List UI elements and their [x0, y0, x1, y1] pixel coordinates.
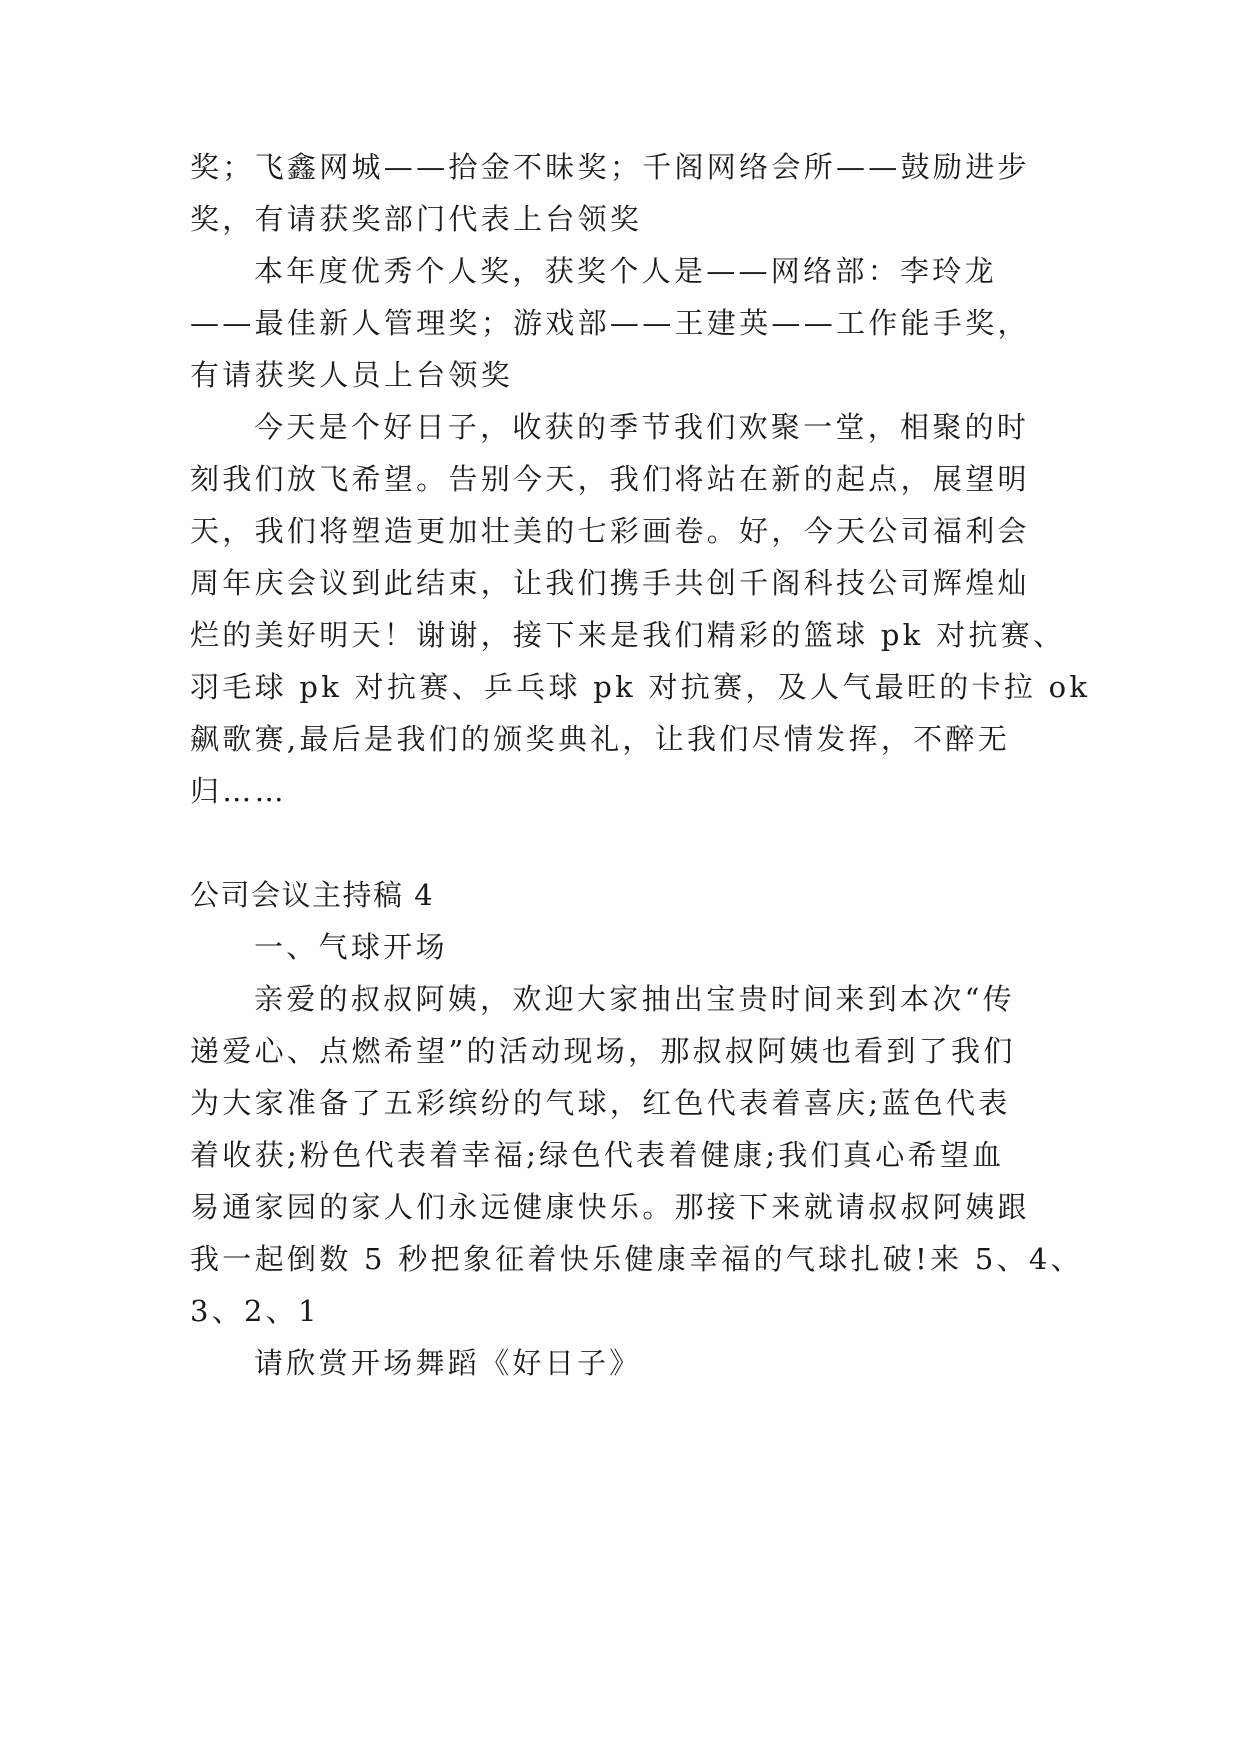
text-line: 飙歌赛,最后是我们的颁奖典礼，让我们尽情发挥，不醉无	[190, 722, 1011, 756]
text-line: 易通家园的家人们永远健康快乐。那接下来就请叔叔阿姨跟	[190, 1190, 1030, 1224]
paragraph-start: 亲爱的叔叔阿姨，欢迎大家抽出宝贵时间来到本次“传	[254, 982, 1016, 1016]
text-line: 有请获奖人员上台领奖	[190, 358, 514, 392]
text-line: 烂的美好明天！谢谢，接下来是我们精彩的篮球 pk 对抗赛、	[190, 618, 1066, 652]
text-line: 递爱心、点燃希望”的活动现场，那叔叔阿姨也看到了我们	[190, 1034, 1016, 1068]
text-line: 归……	[190, 774, 287, 808]
text-line: ——最佳新人管理奖；游戏部——王建英——工作能手奖，	[190, 306, 1030, 340]
paragraph-start: 请欣赏开场舞蹈《好日子》	[254, 1346, 642, 1380]
text-line: 3、2、1	[190, 1294, 320, 1328]
subsection-heading: 一、气球开场	[254, 930, 448, 964]
text-line: 奖；飞鑫网城——拾金不昧奖；千阁网络会所——鼓励进步	[190, 150, 1030, 184]
text-line: 着收获;粉色代表着幸福;绿色代表着健康;我们真心希望血	[190, 1138, 1005, 1172]
text-line: 羽毛球 pk 对抗赛、乒乓球 pk 对抗赛，及人气最旺的卡拉 ok	[190, 670, 1091, 704]
text-line: 周年庆会议到此结束，让我们携手共创千阁科技公司辉煌灿	[190, 566, 1030, 600]
paragraph-start: 本年度优秀个人奖，获奖个人是——网络部：李玲龙	[254, 254, 997, 288]
text-line: 我一起倒数 5 秒把象征着快乐健康幸福的气球扎破!来 5、4、	[190, 1242, 1083, 1276]
text-line: 奖，有请获奖部门代表上台领奖	[190, 202, 643, 236]
text-line: 为大家准备了五彩缤纷的气球，红色代表着喜庆;蓝色代表	[190, 1086, 1011, 1120]
paragraph-start: 今天是个好日子，收获的季节我们欢聚一堂，相聚的时	[254, 410, 1030, 444]
section-heading: 公司会议主持稿 4	[190, 878, 435, 912]
text-line: 刻我们放飞希望。告别今天，我们将站在新的起点，展望明	[190, 462, 1030, 496]
text-line: 天，我们将塑造更加壮美的七彩画卷。好，今天公司福利会	[190, 514, 1030, 548]
